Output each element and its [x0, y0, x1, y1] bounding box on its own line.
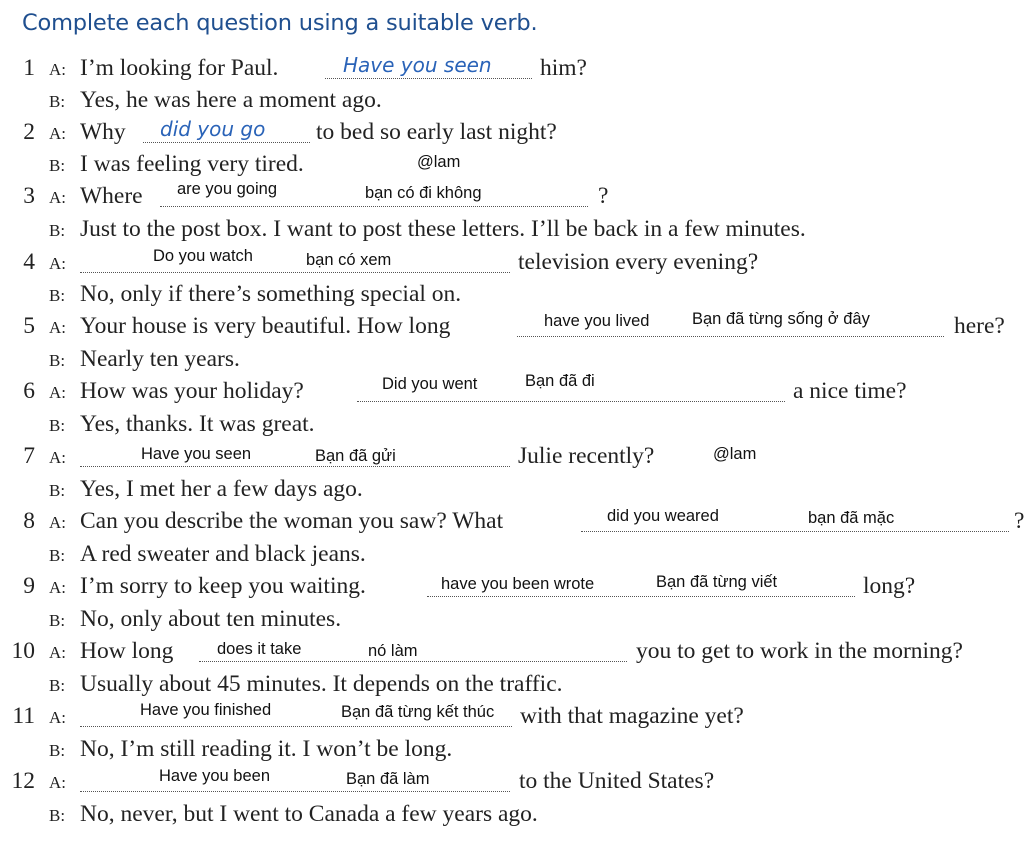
speaker-b: B:: [49, 156, 66, 175]
speaker-a: A:: [49, 708, 66, 727]
annotation-mention: @lam: [713, 445, 757, 463]
typed-translation: Bạn đã từng kết thúc: [341, 703, 495, 721]
response-text: Nearly ten years.: [80, 346, 240, 372]
question-text: How was your holiday?: [80, 378, 304, 404]
question-text: Your house is very beautiful. How long: [80, 313, 451, 339]
speaker-a: A:: [49, 60, 66, 79]
typed-answer: did you weared: [607, 507, 719, 525]
typed-answer: Do you watch: [153, 247, 253, 265]
speaker-b: B:: [49, 546, 66, 565]
exercise-title: Complete each question using a suitable verb.: [22, 10, 538, 36]
answer-blank[interactable]: [199, 661, 627, 662]
answer-blank[interactable]: [357, 401, 785, 402]
annotation-mention: @lam: [417, 153, 461, 171]
response-text: Just to the post box. I want to post these letters. I’ll be back in a few minutes.: [80, 216, 806, 242]
answer-blank[interactable]: [80, 791, 510, 792]
typed-answer: are you going: [177, 180, 277, 198]
response-text: No, never, but I went to Canada a few years ago.: [80, 801, 538, 827]
item-number: 2: [23, 119, 35, 145]
speaker-b: B:: [49, 806, 66, 825]
speaker-a: A:: [49, 254, 66, 273]
handwritten-answer: did you go: [160, 117, 266, 141]
typed-translation: Bạn đã từng viết: [656, 573, 778, 591]
typed-translation: nó làm: [368, 642, 418, 660]
question-text-end: a nice time?: [793, 378, 907, 404]
typed-translation: Bạn đã từng sống ở đây: [692, 310, 870, 328]
question-text-end: long?: [863, 573, 916, 599]
speaker-a: A:: [49, 448, 66, 467]
speaker-a: A:: [49, 188, 66, 207]
response-text: I was feeling very tired.: [80, 151, 304, 177]
item-number: 1: [23, 55, 35, 81]
typed-translation: Bạn đã gửi: [315, 447, 396, 465]
question-text-end: ?: [1014, 508, 1024, 534]
response-text: No, only about ten minutes.: [80, 606, 342, 632]
speaker-b: B:: [49, 611, 66, 630]
response-text: Yes, I met her a few days ago.: [80, 476, 363, 502]
question-text: Where: [80, 183, 143, 209]
speaker-b: B:: [49, 286, 66, 305]
handwritten-answer: Have you seen: [343, 53, 492, 77]
answer-blank[interactable]: [427, 596, 855, 597]
question-text-end: to the United States?: [519, 768, 715, 794]
typed-answer: does it take: [217, 640, 302, 658]
speaker-b: B:: [49, 481, 66, 500]
speaker-b: B:: [49, 221, 66, 240]
response-text: Usually about 45 minutes. It depends on the traffic.: [80, 671, 563, 697]
answer-blank[interactable]: [581, 531, 1009, 532]
typed-translation: Bạn đã làm: [346, 770, 430, 788]
item-number: 7: [23, 443, 35, 469]
answer-blank[interactable]: [143, 142, 310, 143]
typed-translation: bạn đã mặc: [808, 509, 895, 527]
speaker-a: A:: [49, 643, 66, 662]
speaker-b: B:: [49, 676, 66, 695]
answer-blank[interactable]: [80, 466, 510, 467]
typed-answer: have you lived: [544, 312, 650, 330]
question-text: I’m sorry to keep you waiting.: [80, 573, 366, 599]
speaker-a: A:: [49, 773, 66, 792]
speaker-a: A:: [49, 124, 66, 143]
speaker-b: B:: [49, 351, 66, 370]
response-text: No, only if there’s something special on.: [80, 281, 462, 307]
question-text-end: you to get to work in the morning?: [636, 638, 963, 664]
answer-blank[interactable]: [325, 78, 532, 79]
speaker-b: B:: [49, 416, 66, 435]
item-number: 12: [11, 768, 35, 794]
typed-translation: bạn có đi không: [365, 184, 482, 202]
speaker-a: A:: [49, 318, 66, 337]
item-number: 11: [12, 703, 35, 729]
question-text-end: here?: [954, 313, 1005, 339]
typed-answer: Did you went: [382, 375, 478, 393]
item-number: 10: [11, 638, 35, 664]
question-text-end: with that magazine yet?: [520, 703, 744, 729]
speaker-b: B:: [49, 741, 66, 760]
response-text: Yes, he was here a moment ago.: [80, 87, 382, 113]
question-text: Why: [80, 119, 126, 145]
question-text-end: ?: [598, 183, 609, 209]
item-number: 9: [23, 573, 35, 599]
typed-answer: Have you seen: [141, 445, 252, 463]
question-text-end: to bed so early last night?: [316, 119, 557, 145]
item-number: 5: [23, 313, 35, 339]
response-text: Yes, thanks. It was great.: [80, 411, 315, 437]
speaker-a: A:: [49, 513, 66, 532]
response-text: A red sweater and black jeans.: [80, 541, 366, 567]
speaker-a: A:: [49, 383, 66, 402]
answer-blank[interactable]: [517, 336, 944, 337]
question-text: I’m looking for Paul.: [80, 55, 279, 81]
item-number: 4: [23, 249, 35, 275]
question-text: Can you describe the woman you saw? What: [80, 508, 504, 534]
typed-translation: Bạn đã đi: [525, 372, 595, 390]
question-text-end: television every evening?: [518, 249, 759, 275]
typed-translation: bạn có xem: [306, 251, 392, 269]
question-text-end: him?: [540, 55, 587, 81]
speaker-b: B:: [49, 92, 66, 111]
speaker-a: A:: [49, 578, 66, 597]
answer-blank[interactable]: [80, 272, 510, 273]
answer-blank[interactable]: [80, 726, 512, 727]
item-number: 8: [23, 508, 35, 534]
item-number: 3: [23, 183, 35, 209]
typed-answer: Have you been: [159, 767, 270, 785]
item-number: 6: [23, 378, 35, 404]
answer-blank[interactable]: [160, 206, 588, 207]
typed-answer: have you been wrote: [441, 575, 595, 593]
typed-answer: Have you finished: [140, 701, 272, 719]
response-text: No, I’m still reading it. I won’t be long.: [80, 736, 453, 762]
question-text-end: Julie recently?: [518, 443, 655, 469]
question-text: How long: [80, 638, 174, 664]
